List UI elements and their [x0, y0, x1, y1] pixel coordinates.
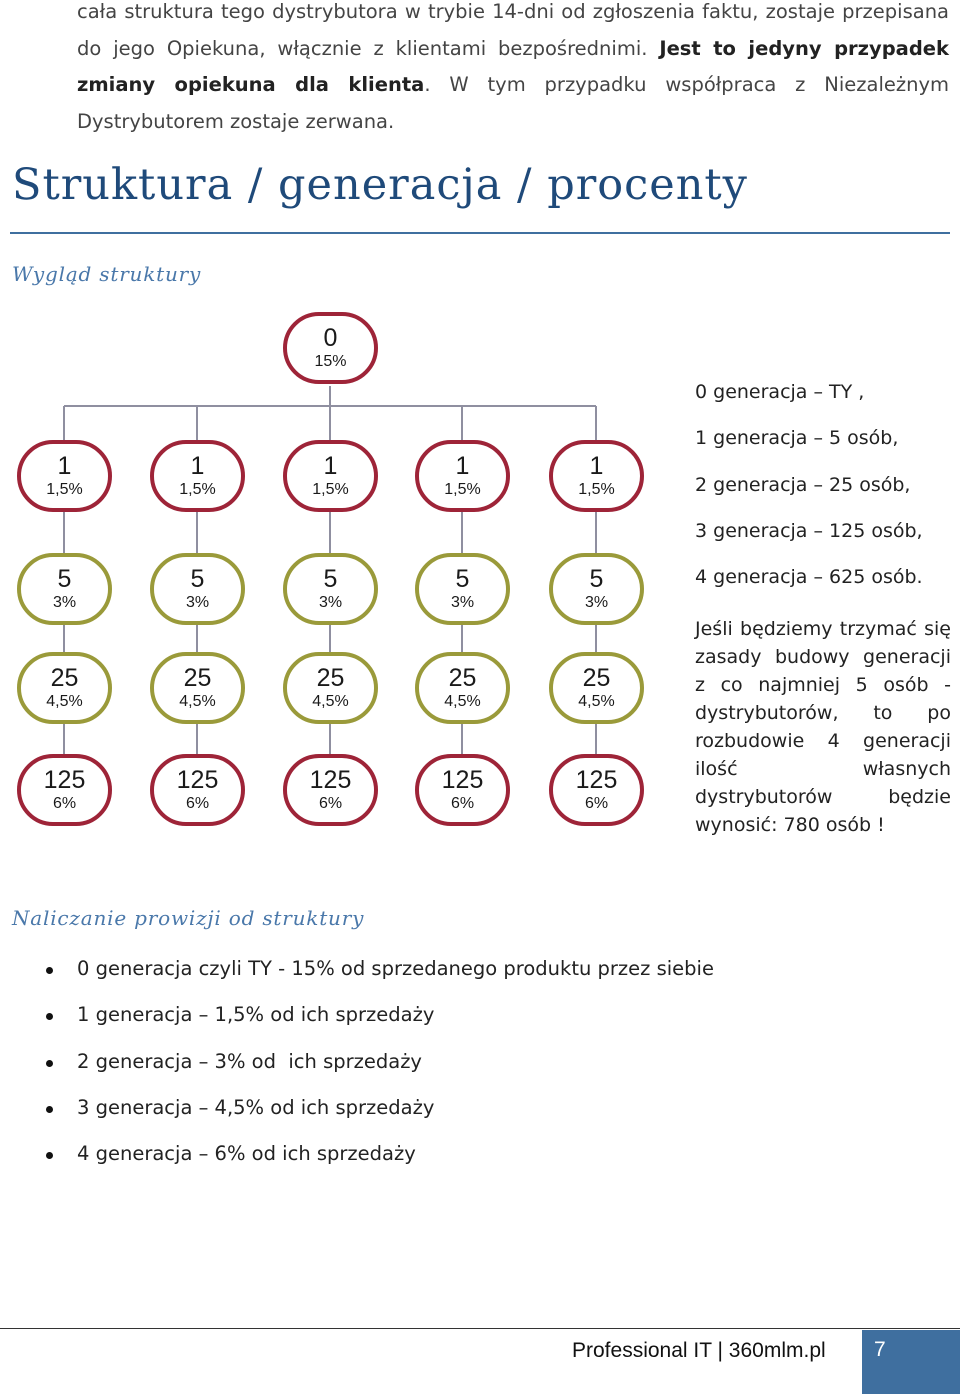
page-number: 7 — [874, 1338, 886, 1361]
summary-line: 3 generacja – 125 osób, — [695, 519, 923, 542]
list-item: 1 generacja – 1,5% od ich sprzedaży — [40, 996, 920, 1042]
summary-line: 0 generacja – TY , — [695, 381, 865, 403]
intro-paragraph: cała struktura tego dystrybutora w trybie 14-dni od zgłoszenia faktu, zostaje przepisana do jego Opiekuna, włącznie z klientami bezpośrednimi. Jest to jedyny przypadek zmiany opiekuna dla klienta. W tym przypadku współpraca z Niezależnym Dystrybutorem zostaje zerwana. — [77, 0, 949, 133]
summary-line: 2 generacja – 25 osób, — [695, 473, 911, 496]
node-gen4: 125 6% — [549, 754, 644, 826]
subheading-structure: Wygląd struktury — [12, 262, 202, 286]
node-gen2: 5 3% — [415, 553, 510, 625]
bullet-icon — [46, 1013, 53, 1020]
node-gen4: 125 6% — [415, 754, 510, 826]
structure-diagram — [0, 300, 680, 860]
bullet-icon — [46, 1060, 53, 1067]
list-item: 0 generacja czyli TY - 15% od sprzedanego produktu przez siebie — [40, 950, 920, 996]
summary-line: 1 generacja – 5 osób, — [695, 427, 899, 450]
node-gen3: 25 4,5% — [549, 652, 644, 724]
footer-text: Professional IT | 360mlm.pl — [572, 1339, 826, 1362]
node-gen2: 5 3% — [549, 553, 644, 625]
footer-rule — [0, 1328, 960, 1329]
summary-line: 4 generacja – 625 osób. — [695, 566, 923, 589]
node-gen3: 25 4,5% — [17, 652, 112, 724]
bullet-icon — [46, 1106, 53, 1113]
node-gen2: 5 3% — [283, 553, 378, 625]
node-gen1: 1 1,5% — [415, 440, 510, 512]
summary-paragraph: Jeśli będziemy trzymać się zasady budowy generacji z co najmniej 5 osób - dystrybutorów, to po rozbudowie 4 generacji ilość własnych dystrybutorów będzie wynosić: 780 osób ! — [695, 618, 951, 837]
heading-rule — [10, 232, 950, 234]
node-gen1: 1 1,5% — [150, 440, 245, 512]
intro-bold: Jest to jedyny przypadek zmiany opiekuna dla klienta — [77, 36, 949, 96]
section-heading: Struktura / generacja / procenty — [12, 160, 748, 210]
subheading-commission: Naliczanie prowizji od struktury — [12, 906, 365, 930]
bullet-icon — [46, 1152, 53, 1159]
node-gen4: 125 6% — [150, 754, 245, 826]
list-item: 2 generacja – 3% od ich sprzedaży — [40, 1043, 920, 1089]
generation-summary — [695, 372, 951, 839]
node-gen2: 5 3% — [17, 553, 112, 625]
node-gen4: 125 6% — [17, 754, 112, 826]
node-gen1: 1 1,5% — [283, 440, 378, 512]
node-root: 0 15% — [283, 312, 378, 384]
node-gen3: 25 4,5% — [150, 652, 245, 724]
page-number-box — [862, 1330, 960, 1394]
node-gen3: 25 4,5% — [415, 652, 510, 724]
list-item: 4 generacja – 6% od ich sprzedaży — [40, 1135, 920, 1181]
list-item: 3 generacja – 4,5% od ich sprzedaży — [40, 1089, 920, 1135]
node-gen4: 125 6% — [283, 754, 378, 826]
node-gen1: 1 1,5% — [17, 440, 112, 512]
commission-list — [40, 950, 920, 1181]
bullet-icon — [46, 967, 53, 974]
node-gen3: 25 4,5% — [283, 652, 378, 724]
node-gen2: 5 3% — [150, 553, 245, 625]
node-gen1: 1 1,5% — [549, 440, 644, 512]
